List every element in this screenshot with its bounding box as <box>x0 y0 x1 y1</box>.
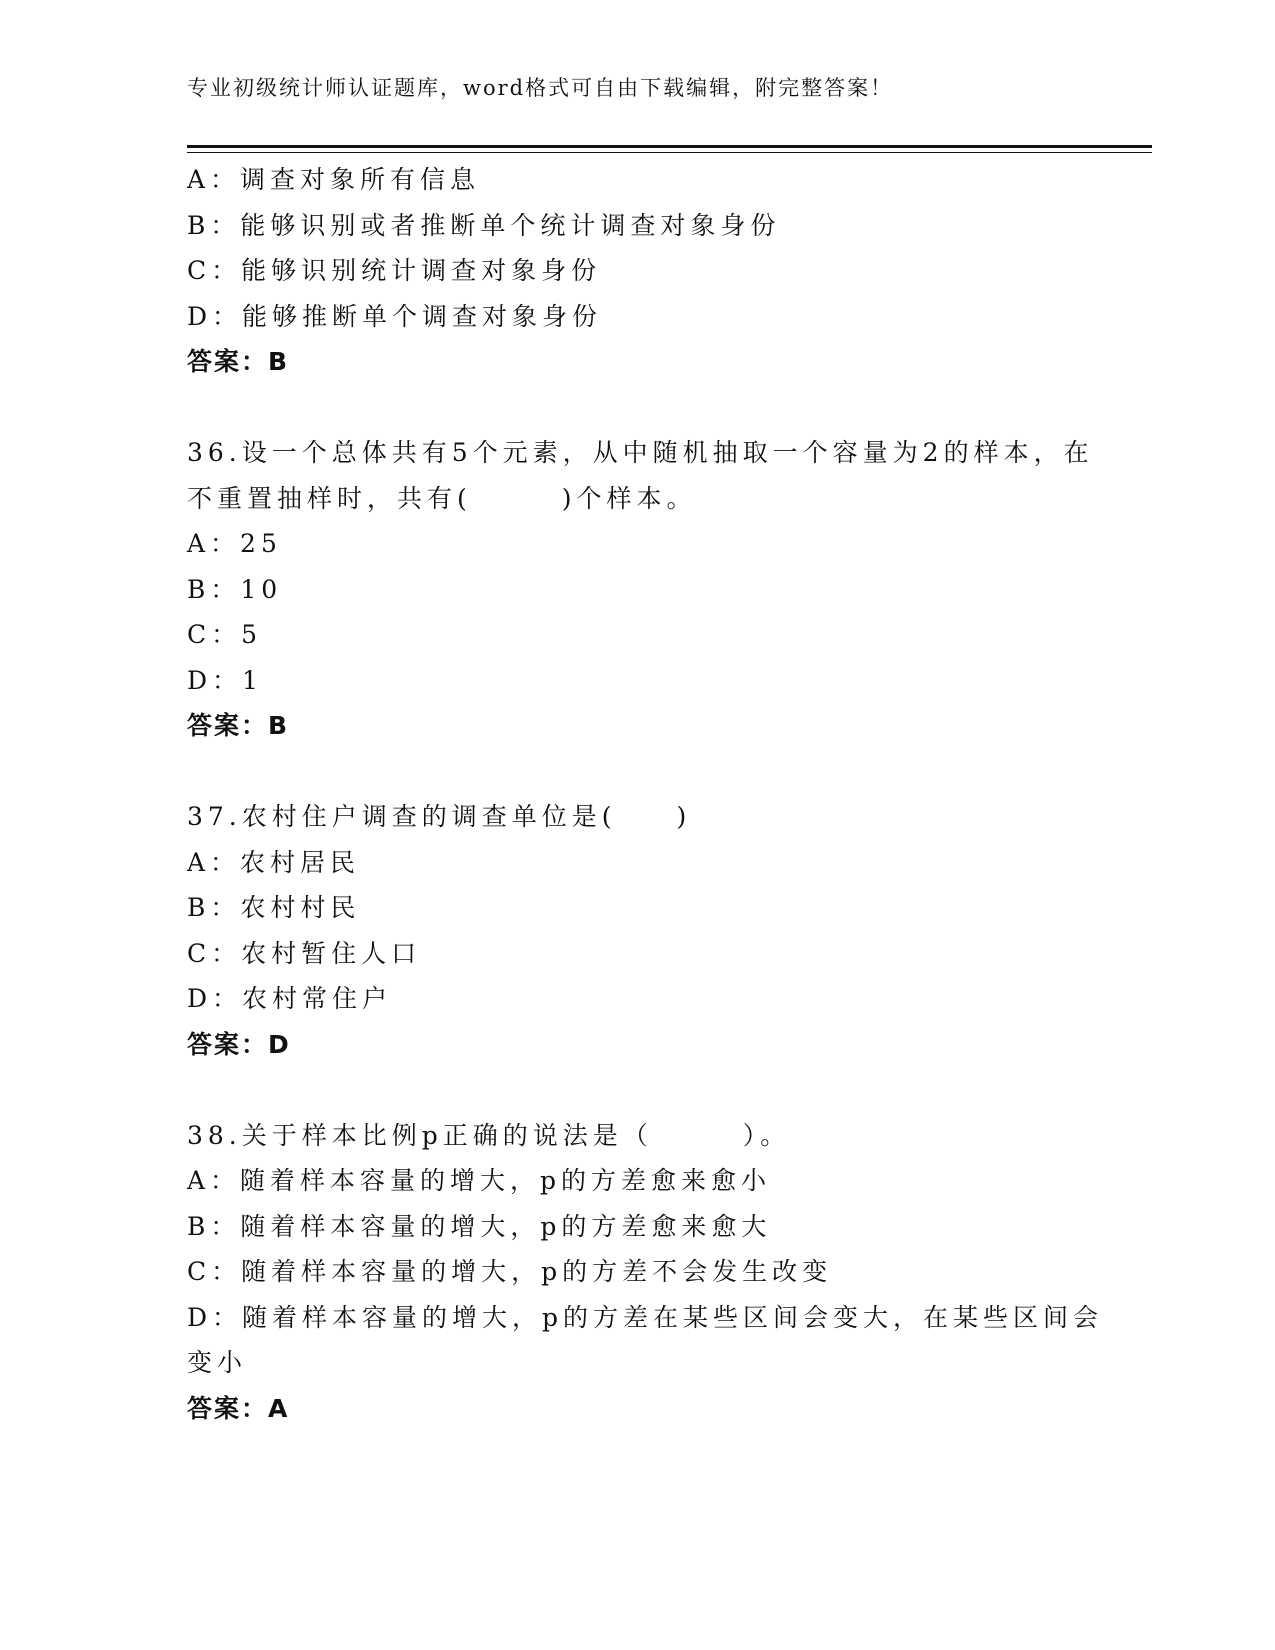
header-rule-thick <box>187 145 1152 148</box>
option-line: D：随着样本容量的增大，p的方差在某些区间会变大，在某些区间会 <box>187 1302 1104 1332</box>
spacer <box>187 1067 1077 1113</box>
option-line: B：10 <box>187 574 283 604</box>
option-line: C：农村暂住人口 <box>187 938 422 968</box>
option-line: A：25 <box>187 529 282 558</box>
answer-line: 答案：D <box>187 1029 291 1059</box>
option-line: B：随着样本容量的增大，p的方差愈来愈大 <box>187 1211 772 1241</box>
spacer <box>187 749 1077 795</box>
option-line: D：1 <box>187 665 263 695</box>
question-content <box>187 157 1104 1431</box>
answer-line: 答案：A <box>187 1393 290 1423</box>
question-block <box>187 157 1077 385</box>
option-line: A：随着样本容量的增大，p的方差愈来愈小 <box>187 1166 772 1195</box>
option-line: B：能够识别或者推断单个统计调查对象身份 <box>187 210 781 240</box>
option-line: B：农村村民 <box>187 893 361 922</box>
header-rule-thin <box>187 152 1152 153</box>
option-line: D：能够推断单个调查对象身份 <box>187 301 603 331</box>
question-stem: 不重置抽样时，共有( )个样本。 <box>187 483 697 513</box>
option-line: C：随着样本容量的增大，p的方差不会发生改变 <box>187 1257 833 1286</box>
question-stem: 37.农村住户调查的调查单位是( ) <box>187 802 692 831</box>
option-line: C：能够识别统计调查对象身份 <box>187 256 602 285</box>
page-header: 专业初级统计师认证题库，word格式可自由下载编辑，附完整答案！ <box>187 76 894 100</box>
spacer <box>187 385 1077 431</box>
question-stem: 36.设一个总体共有5个元素，从中随机抽取一个容量为2的样本，在 <box>187 438 1094 467</box>
answer-line: 答案：B <box>187 347 290 376</box>
question-block <box>187 794 1077 1067</box>
option-line: A：农村居民 <box>187 847 361 877</box>
question-block <box>187 1113 1104 1432</box>
question-stem: 38.关于样本比例p正确的说法是（ ）。 <box>187 1120 791 1150</box>
option-line: A：调查对象所有信息 <box>187 165 481 194</box>
option-line: C：5 <box>187 620 263 649</box>
question-block <box>187 430 1094 749</box>
option-line: 变小 <box>187 1348 248 1377</box>
answer-line: 答案：B <box>187 711 290 740</box>
option-line: D：农村常住户 <box>187 984 393 1013</box>
